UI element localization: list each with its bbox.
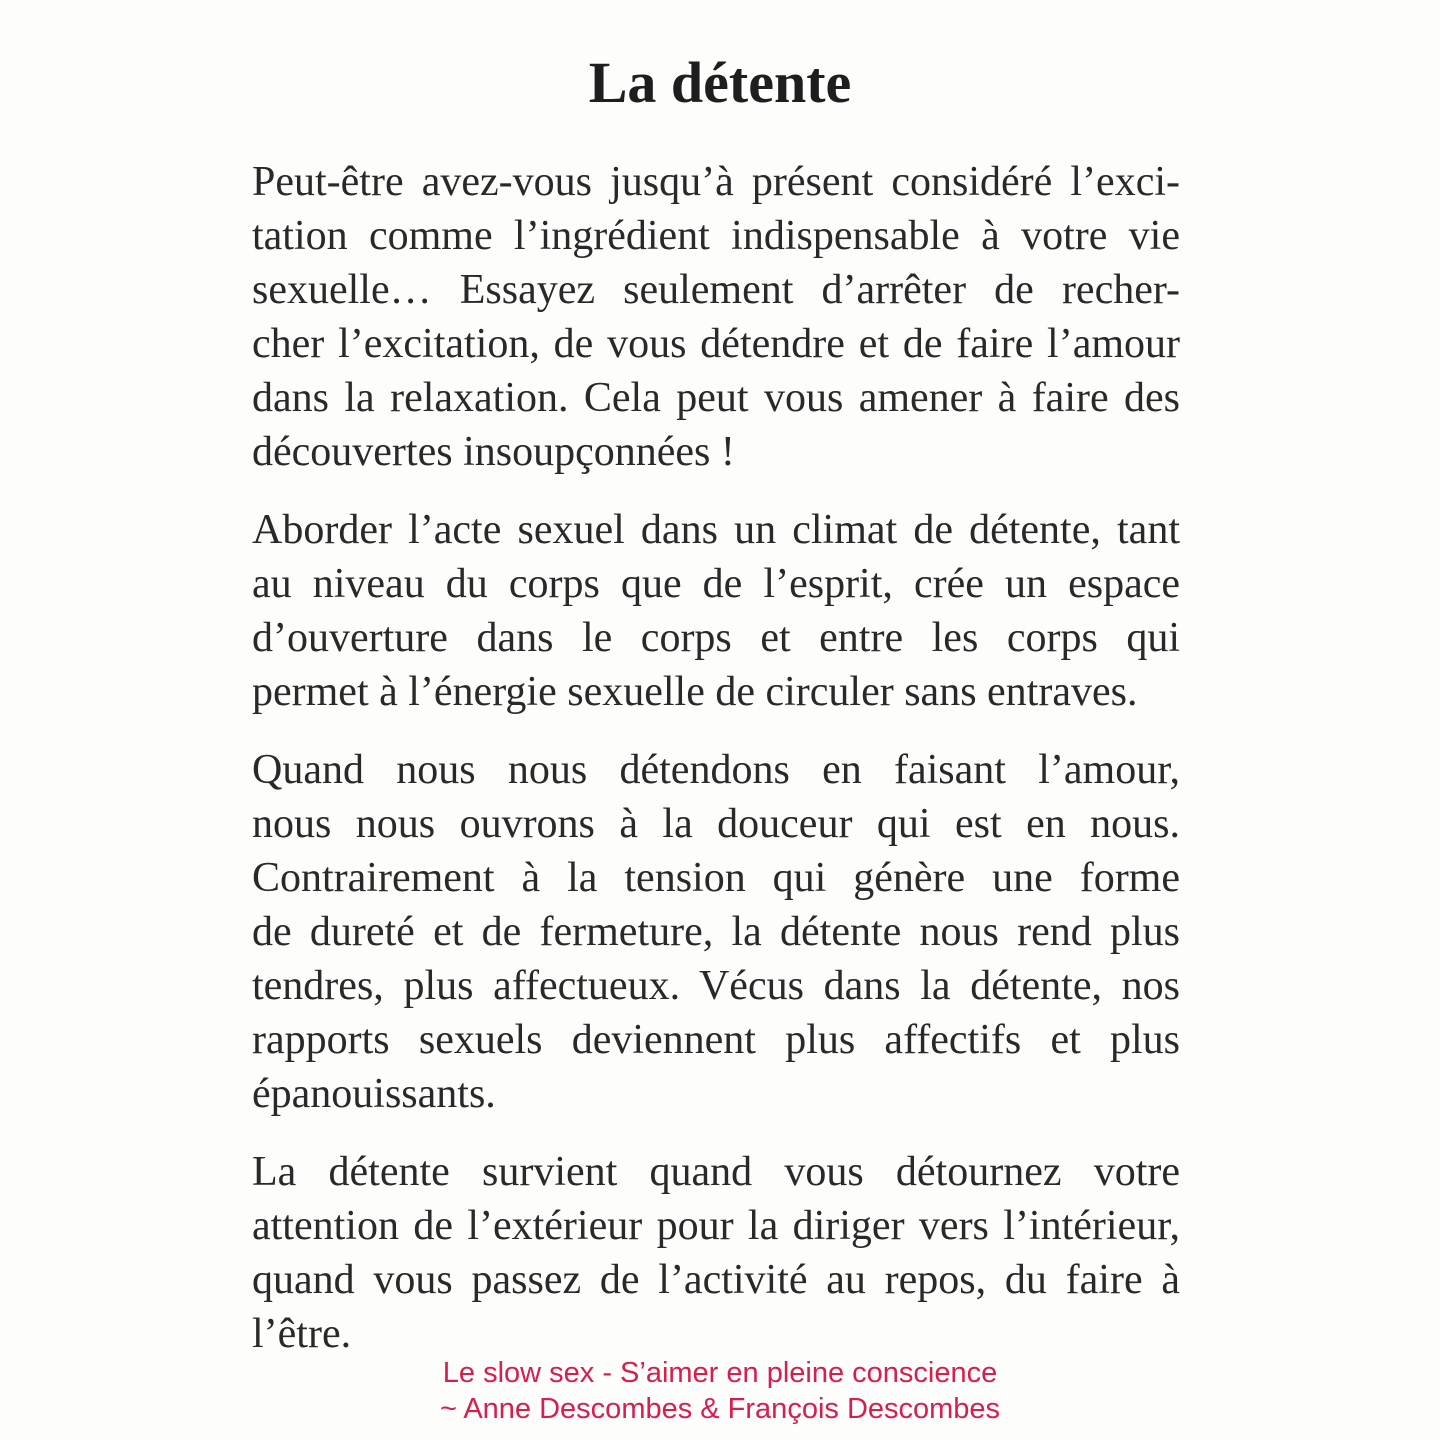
paragraph-4-line-3: quand vous passez de l’activité au repos, du faire à xyxy=(252,1257,1180,1303)
paragraph-3-line-1: Quand nous nous détendons en faisant l’amour, xyxy=(252,747,1180,793)
paragraph-3-line-6: rapports sexuels deviennent plus affectifs et plus xyxy=(252,1017,1180,1063)
paragraph-1-line-1: Peut-être avez-vous jusqu’à présent considéré l’exci- xyxy=(252,159,1180,205)
paragraph-1-line-2: tation comme l’ingrédient indispensable à votre vie xyxy=(252,213,1180,259)
paragraph-1-line-5: dans la relaxation. Cela peut vous amener à faire des xyxy=(252,375,1180,421)
paragraph-4-line-1: La détente survient quand vous détournez votre xyxy=(252,1149,1180,1195)
paragraph-3-line-7: épanouissants. xyxy=(252,1071,496,1117)
book-citation: Le slow sex - S’aimer en pleine conscience xyxy=(442,1357,998,1389)
paragraph-3-line-3: Contrairement à la tension qui génère une forme xyxy=(252,855,1180,901)
paragraph-1-line-6: découvertes insoupçonnées ! xyxy=(252,429,735,475)
paragraph-3-line-5: tendres, plus affectueux. Vécus dans la détente, nos xyxy=(252,963,1180,1009)
paragraph-1-line-3: sexuelle… Essayez seulement d’arrêter de recher- xyxy=(252,267,1180,313)
paragraph-4-line-4: l’être. xyxy=(252,1311,352,1357)
paragraph-4-line-2: attention de l’extérieur pour la diriger vers l’intérieur, xyxy=(252,1203,1180,1249)
paragraph-2-line-4: permet à l’énergie sexuelle de circuler sans entraves. xyxy=(252,669,1138,715)
author-citation: ~ Anne Descombes & François Descombes xyxy=(439,1393,1001,1425)
paragraph-3-line-2: nous nous ouvrons à la douceur qui est en nous. xyxy=(252,801,1180,847)
paragraph-2-line-2: au niveau du corps que de l’esprit, crée un espace xyxy=(252,561,1180,607)
paragraph-2-line-3: d’ouverture dans le corps et entre les corps qui xyxy=(252,615,1180,661)
paragraph-3-line-4: de dureté et de fermeture, la détente nous rend plus xyxy=(252,909,1180,955)
paragraph-2-line-1: Aborder l’acte sexuel dans un climat de détente, tant xyxy=(252,507,1180,553)
page-title: La détente xyxy=(588,50,852,115)
paragraph-1-line-4: cher l’excitation, de vous détendre et de faire l’amour xyxy=(252,321,1180,367)
